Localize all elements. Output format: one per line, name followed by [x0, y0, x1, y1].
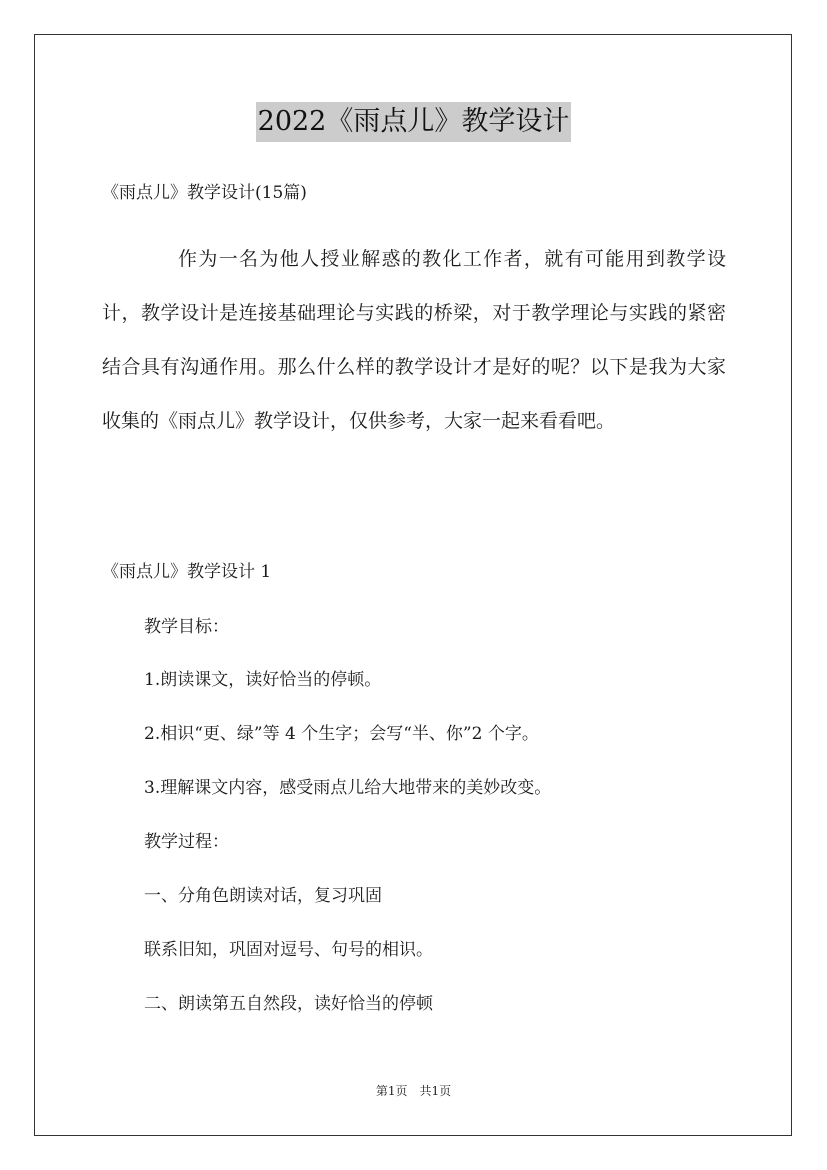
- title-container: [0, 102, 827, 142]
- document-subtitle: 《雨点儿》教学设计(15篇): [102, 183, 307, 203]
- text-line: 教学过程：: [144, 832, 229, 852]
- text-line: 3.理解课文内容，感受雨点儿给大地带来的美妙改变。: [144, 778, 552, 798]
- text-line: 二、朗读第五自然段，读好恰当的停顿: [144, 994, 433, 1014]
- text-line: 1.朗读课文，读好恰当的停顿。: [144, 670, 382, 690]
- page-footer: 第1页 共1页: [375, 1084, 452, 1098]
- text-line: 一、分角色朗读对话，复习巩固: [144, 886, 382, 906]
- intro-paragraph: 作为一名为他人授业解惑的教化工作者，就有可能用到教学设计，教学设计是连接基础理论与实践的桥梁，对于教学理论与实践的紧密结合具有沟通作用。那么什么样的教学设计才是好的呢？以下是我为大家收集的《雨点儿》教学设计，仅供参考，大家一起来看看吧。: [102, 248, 726, 432]
- text-line: 教学目标：: [144, 617, 229, 637]
- text-line: 2.相识“更、绿”等 4 个生字；会写“半、你”2 个字。: [144, 724, 539, 744]
- text-line: 联系旧知，巩固对逗号、句号的相识。: [144, 940, 433, 960]
- section-title: 《雨点儿》教学设计 1: [102, 562, 272, 582]
- document-title: 2022《雨点儿》教学设计: [256, 102, 572, 142]
